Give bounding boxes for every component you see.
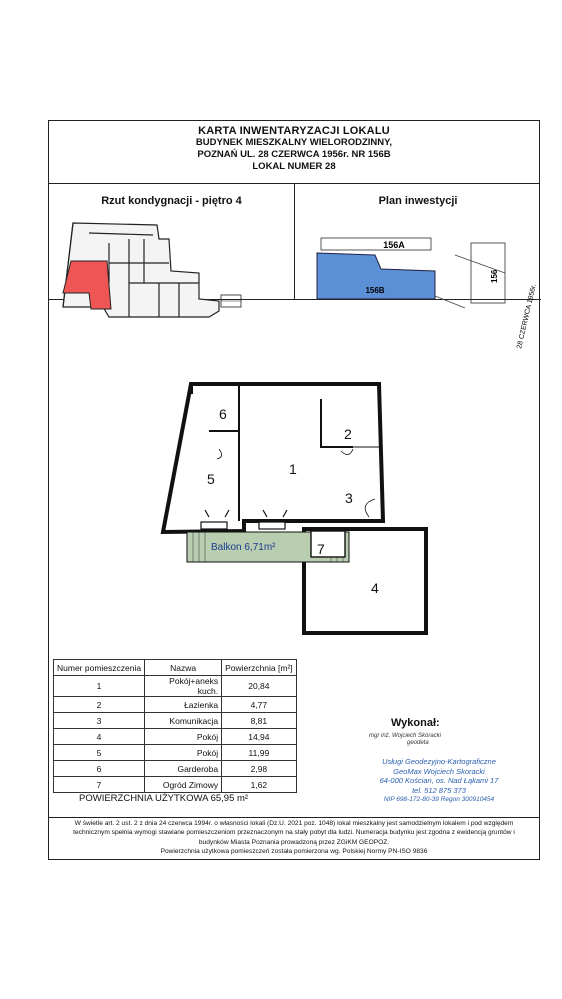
table-row (54, 713, 297, 729)
room-label-5: 5 (207, 471, 215, 487)
contractor-heading: Wykonał: (391, 717, 440, 729)
balcony-label: Balkon 6,71m² (211, 542, 276, 553)
inventory-card (48, 120, 540, 860)
cell-number: 2 (54, 697, 145, 713)
col-header-name: Nazwa (145, 660, 222, 676)
floor-overview-panel (49, 183, 295, 300)
cell-number: 6 (54, 761, 145, 777)
table-row (54, 676, 297, 697)
footer-line: Powierzchnia użytkowa pomieszczeń została pomierzona wg. Polskiej Normy PN-ISO 9836 (160, 847, 428, 855)
room-label-7: 7 (317, 541, 325, 557)
col-header-number: Numer pomieszczenia (54, 660, 145, 676)
cell-number: 4 (54, 729, 145, 745)
stamp-nip: NIP 698-172-80-39 Regon 300910454 (383, 796, 495, 804)
footer-line: budynków Miasta Poznania prowadzoną przez ZGiKM GEOPOZ. (198, 838, 390, 846)
table-row (54, 729, 297, 745)
card-header (49, 121, 539, 184)
site-street-label: 28 CZERWCA 1956r. (516, 283, 538, 350)
cell-area: 1,62 (222, 777, 297, 793)
cell-name: Łazienka (145, 697, 222, 713)
table-row (54, 777, 297, 793)
signature-name: mgr inż. Wojciech Skoracki (369, 733, 442, 739)
unit-number: LOKAL NUMER 28 (252, 161, 336, 172)
usable-area-total: POWIERZCHNIA UŻYTKOWA 65,95 m² (79, 793, 249, 804)
rooms-table (53, 659, 297, 793)
table-row (54, 697, 297, 713)
site-plan-title: Plan inwestycji (378, 195, 458, 207)
table-header-row (54, 660, 297, 676)
cell-number: 3 (54, 713, 145, 729)
cell-area: 20,84 (222, 676, 297, 697)
legal-footer (49, 817, 539, 857)
cell-number: 5 (54, 745, 145, 761)
unit-floor-plan (49, 299, 541, 659)
signature-title: geodeta (407, 740, 429, 746)
cell-number: 7 (54, 777, 145, 793)
cell-name: Pokój+aneks kuch. (145, 676, 222, 697)
address: POZNAŃ UL. 28 CZERWCA 1956r. NR 156B (197, 149, 391, 160)
col-header-area: Powierzchnia [m²] (222, 660, 297, 676)
room-label-4: 4 (371, 580, 379, 596)
company-stamp (349, 757, 529, 805)
site-label-156a: 156A (383, 240, 405, 250)
room-label-2: 2 (344, 426, 352, 442)
room-label-6: 6 (219, 406, 227, 422)
cell-area: 8,81 (222, 713, 297, 729)
cell-name: Komunikacja (145, 713, 222, 729)
stamp-line: GeoMax Wojciech Skoracki (393, 766, 485, 776)
cell-number: 1 (54, 676, 145, 697)
cell-area: 2,98 (222, 761, 297, 777)
room-label-1: 1 (289, 461, 297, 477)
card-title: KARTA INWENTARYZACJI LOKALU (198, 125, 390, 137)
room-label-3: 3 (345, 490, 353, 506)
table-row (54, 761, 297, 777)
cell-name: Pokój (145, 745, 222, 761)
site-plan-panel (295, 183, 541, 350)
floor-overview-drawing (49, 183, 295, 300)
stamp-line: Usługi Geodezyjno-Kartograficzne (382, 757, 496, 766)
stamp-line: 64-000 Kościan, os. Nad Łąkami 17 (379, 776, 499, 786)
cell-area: 14,94 (222, 729, 297, 745)
cell-name: Ogród Zimowy (145, 777, 222, 793)
site-label-156b: 156B (365, 286, 385, 295)
cell-name: Pokój (145, 729, 222, 745)
floor-overview-title: Rzut kondygnacji - piętro 4 (101, 195, 242, 207)
cell-area: 4,77 (222, 697, 297, 713)
cell-area: 11,99 (222, 745, 297, 761)
site-label-156: 156 (490, 269, 499, 283)
footer-line: technicznym spełnia wymogi stawiane pomieszczeniom przeznaczonym na stały pobyt dla ludzi. Numeracja budynku jest zgodna z ewidencją gruntów i (73, 829, 515, 837)
table-row (54, 745, 297, 761)
footer-line: W świetle art. 2 ust. 2 z dnia 24 czerwca 1994r. o własności lokali (Dz.U. 2021 poz. 1048) lokal mieszkalny jest samodzielnym lokalem i pod względem (74, 820, 514, 827)
cell-name: Garderoba (145, 761, 222, 777)
stamp-line: tel. 512 875 373 (412, 785, 466, 795)
building-type: BUDYNEK MIESZKALNY WIELORODZINNY, (195, 137, 393, 148)
site-plan-drawing (295, 183, 541, 350)
